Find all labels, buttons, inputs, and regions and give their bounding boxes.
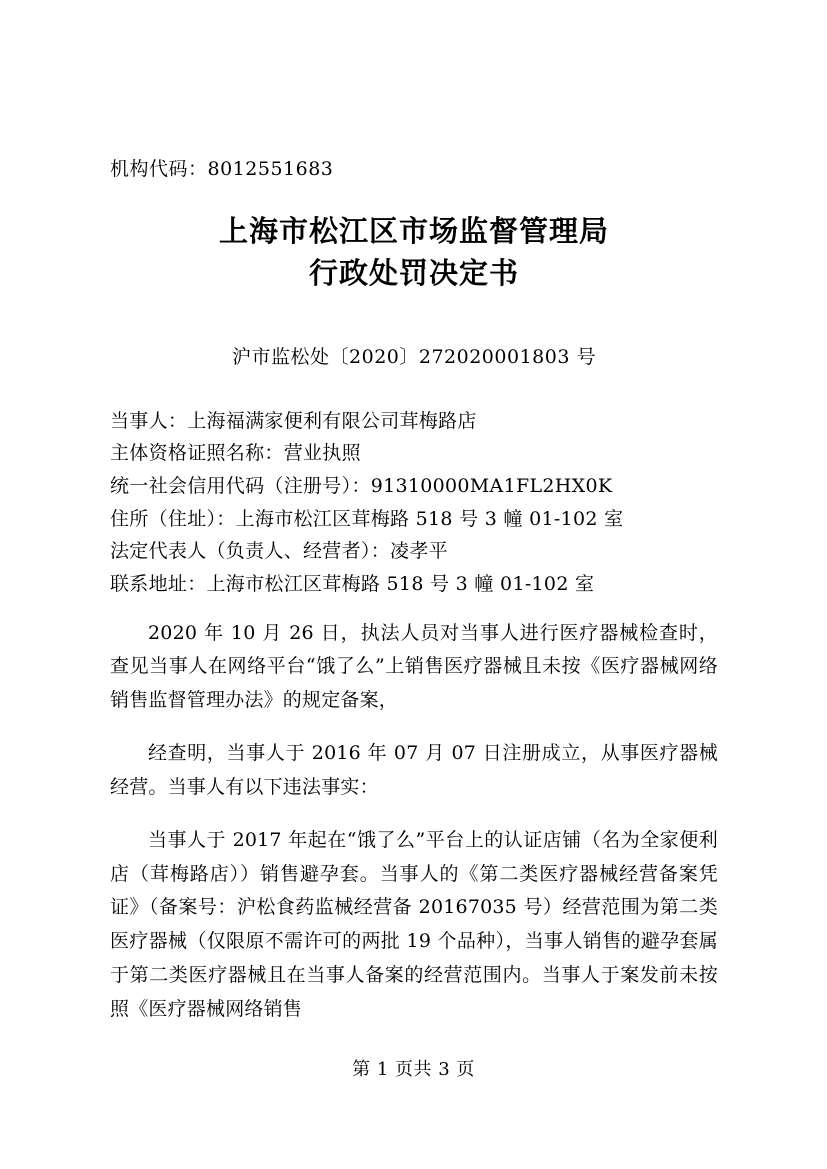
field-address: 住所（住址）：上海市松江区茸梅路 518 号 3 幢 01-102 室 bbox=[110, 507, 624, 530]
paragraph-inspection: 2020 年 10 月 26 日，执法人员对当事人进行医疗器械检查时，查见当事人在网络平台“饿了么”上销售医疗器械且未按《医疗器械网络销售监督管理办法》的规定备案， bbox=[110, 621, 718, 712]
paragraph-registration: 经查明，当事人于 2016 年 07 月 07 日注册成立，从事医疗器械经营。当事人有以下违法事实： bbox=[110, 742, 718, 798]
field-party: 当事人：上海福满家便利有限公司茸梅路店 bbox=[110, 409, 477, 432]
page-footer: 第 1 页共 3 页 bbox=[352, 1059, 475, 1080]
document-content bbox=[110, 155, 718, 1046]
title-line-2: 行政处罚决定书 bbox=[308, 255, 519, 290]
title-line-1: 上海市松江区市场监督管理局 bbox=[218, 213, 609, 248]
org-code-line: 机构代码：8012551683 bbox=[110, 158, 334, 180]
paragraph-facts: 当事人于 2017 年起在“饿了么”平台上的认证店铺（名为全家便利店（茸梅路店））销售避孕套。当事人的《第二类医疗器械经营备案凭证》（备案号：沪松食药监械经营备 20167035 号）经营范围为第二类医疗器械（仅限原不需许可的两批 19 个品种），当事人销售的避孕套属于第二类医疗器械且在当事人备案的经营范围内。当事人于案发前未按照《医疗器械网络销售 bbox=[110, 828, 718, 1020]
field-license-name: 主体资格证照名称：营业执照 bbox=[110, 442, 361, 465]
party-field-list bbox=[110, 405, 718, 601]
field-legal-representative: 法定代表人（负责人、经营者）：凌孝平 bbox=[110, 540, 448, 563]
field-credit-code: 统一社会信用代码（注册号）：91310000MA1FL2HX0K bbox=[110, 474, 613, 497]
document-number: 沪市监松处〔2020〕272020001803 号 bbox=[232, 345, 596, 368]
document-title bbox=[110, 210, 718, 294]
field-contact-address: 联系地址：上海市松江区茸梅路 518 号 3 幢 01-102 室 bbox=[110, 572, 595, 595]
